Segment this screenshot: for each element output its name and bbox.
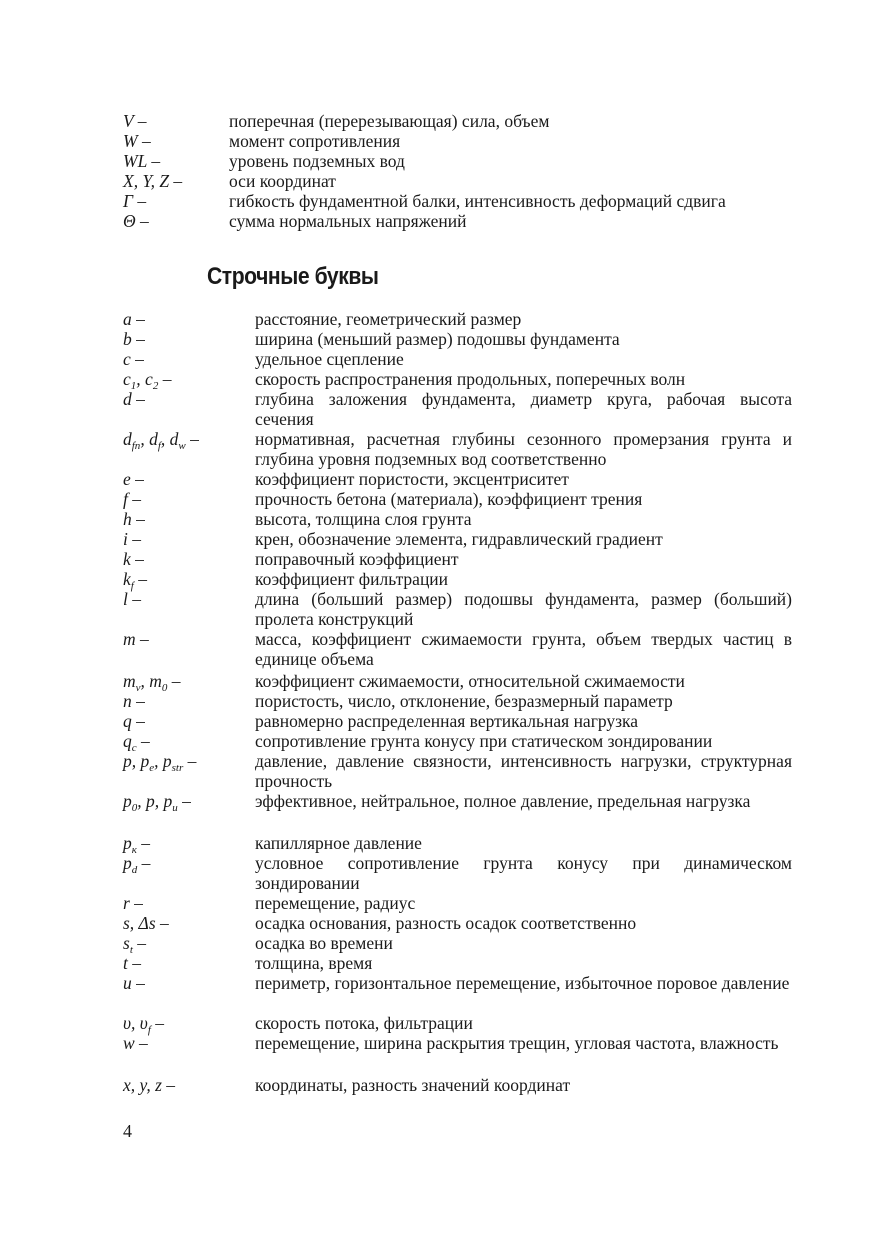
lowercase-symbol: h – (123, 509, 145, 529)
lowercase-symbol: $q_c$ – (123, 731, 150, 754)
lowercase-symbol: $p_0$, p, $p_u$ – (123, 791, 191, 814)
uppercase-definition: уровень подземных вод (229, 151, 405, 171)
uppercase-definition: момент сопротивления (229, 131, 401, 151)
lowercase-symbol: x, y, z – (123, 1075, 176, 1095)
lowercase-definition: коэффициент пористости, эксцентриситет (255, 469, 569, 489)
lowercase-symbol: d – (123, 389, 145, 409)
lowercase-definition: условное сопротивление грунта конусу при динамическом зондировании (255, 853, 792, 893)
lowercase-definition: расстояние, геометрический размер (255, 309, 522, 329)
lowercase-definition: длина (больший размер) подошвы фундамента, размер (больший) пролета конструкций (255, 589, 792, 629)
lowercase-definition: коэффициент фильтрации (255, 569, 449, 589)
lowercase-definition: масса, коэффициент сжимаемости грунта, объем твердых частиц в единице объема (255, 629, 792, 669)
lowercase-symbol: e – (123, 469, 144, 489)
lowercase-definition: пористость, число, отклонение, безразмерный параметр (255, 691, 673, 711)
lowercase-definition: скорость распространения продольных, поперечных волн (255, 369, 686, 389)
lowercase-definition: нормативная, расчетная глубины сезонного промерзания грунта и глубина уровня подземных вод соответственно (255, 429, 792, 469)
lowercase-symbol: a – (123, 309, 145, 329)
lowercase-symbol: $k_f$ – (123, 569, 147, 592)
lowercase-symbol: i – (123, 529, 141, 549)
lowercase-definition: давление, давление связности, интенсивность нагрузки, структурная прочность (255, 751, 792, 791)
lowercase-symbol: $p_d$ – (123, 853, 151, 876)
lowercase-symbol: s, Δs – (123, 913, 169, 933)
lowercase-symbol: u – (123, 973, 145, 993)
lowercase-definition: глубина заложения фундамента, диаметр круга, рабочая высота сечения (255, 389, 792, 429)
lowercase-definition: крен, обозначение элемента, гидравлический градиент (255, 529, 663, 549)
lowercase-symbol: $s_t$ – (123, 933, 146, 956)
lowercase-symbol: $c_1$, $c_2$ – (123, 369, 172, 392)
lowercase-definition: скорость потока, фильтрации (255, 1013, 473, 1033)
lowercase-symbol: k – (123, 549, 144, 569)
lowercase-definition: сопротивление грунта конусу при статическом зондировании (255, 731, 713, 751)
uppercase-symbol: Γ – (123, 191, 147, 211)
lowercase-symbol: r – (123, 893, 143, 913)
lowercase-definition: осадка во времени (255, 933, 393, 953)
lowercase-symbol: υ, $\upsilon_f$ – (123, 1013, 165, 1036)
section-heading: Строчные буквы (207, 263, 379, 290)
uppercase-definition: поперечная (перерезывающая) сила, объем (229, 111, 550, 131)
lowercase-symbol: p, $p_e$, $p_{str}$ – (123, 751, 197, 774)
lowercase-symbol: $p_к$ – (123, 833, 151, 856)
lowercase-definition: равномерно распределенная вертикальная нагрузка (255, 711, 639, 731)
lowercase-definition: перемещение, радиус (255, 893, 416, 913)
uppercase-symbol: X, Y, Z – (123, 171, 183, 191)
lowercase-symbol: $d_{fn}$, $d_f$, $d_w$ – (123, 429, 199, 452)
lowercase-definition: периметр, горизонтальное перемещение, избыточное поровое давление (255, 973, 790, 993)
lowercase-definition: осадка основания, разность осадок соответственно (255, 913, 637, 933)
lowercase-definition: поправочный коэффициент (255, 549, 459, 569)
uppercase-symbol: W – (123, 131, 151, 151)
page-number: 4 (123, 1121, 132, 1141)
uppercase-definition: гибкость фундаментной балки, интенсивность деформаций сдвига (229, 191, 726, 211)
uppercase-symbol: WL – (123, 151, 161, 171)
lowercase-definition: коэффициент сжимаемости, относительной сжимаемости (255, 671, 685, 691)
lowercase-definition: эффективное, нейтральное, полное давление, предельная нагрузка (255, 791, 751, 811)
lowercase-symbol: m – (123, 629, 149, 649)
lowercase-symbol: w – (123, 1033, 148, 1053)
lowercase-symbol: f – (123, 489, 141, 509)
lowercase-definition: капиллярное давление (255, 833, 422, 853)
uppercase-definition: сумма нормальных напряжений (229, 211, 467, 231)
lowercase-definition: перемещение, ширина раскрытия трещин, угловая частота, влажность (255, 1033, 779, 1053)
lowercase-symbol: b – (123, 329, 145, 349)
lowercase-symbol: $m_v$, $m_0$ – (123, 671, 181, 694)
lowercase-definition: удельное сцепление (255, 349, 404, 369)
lowercase-definition: высота, толщина слоя грунта (255, 509, 472, 529)
uppercase-symbol: Θ – (123, 211, 149, 231)
lowercase-symbol: q – (123, 711, 145, 731)
lowercase-symbol: c – (123, 349, 144, 369)
uppercase-definition: оси координат (229, 171, 336, 191)
lowercase-definition: ширина (меньший размер) подошвы фундамента (255, 329, 620, 349)
uppercase-symbol: V – (123, 111, 147, 131)
lowercase-symbol: t – (123, 953, 141, 973)
lowercase-symbol: l – (123, 589, 141, 609)
lowercase-definition: прочность бетона (материала), коэффициент трения (255, 489, 643, 509)
lowercase-definition: координаты, разность значений координат (255, 1075, 571, 1095)
lowercase-symbol: n – (123, 691, 145, 711)
lowercase-definition: толщина, время (255, 953, 373, 973)
